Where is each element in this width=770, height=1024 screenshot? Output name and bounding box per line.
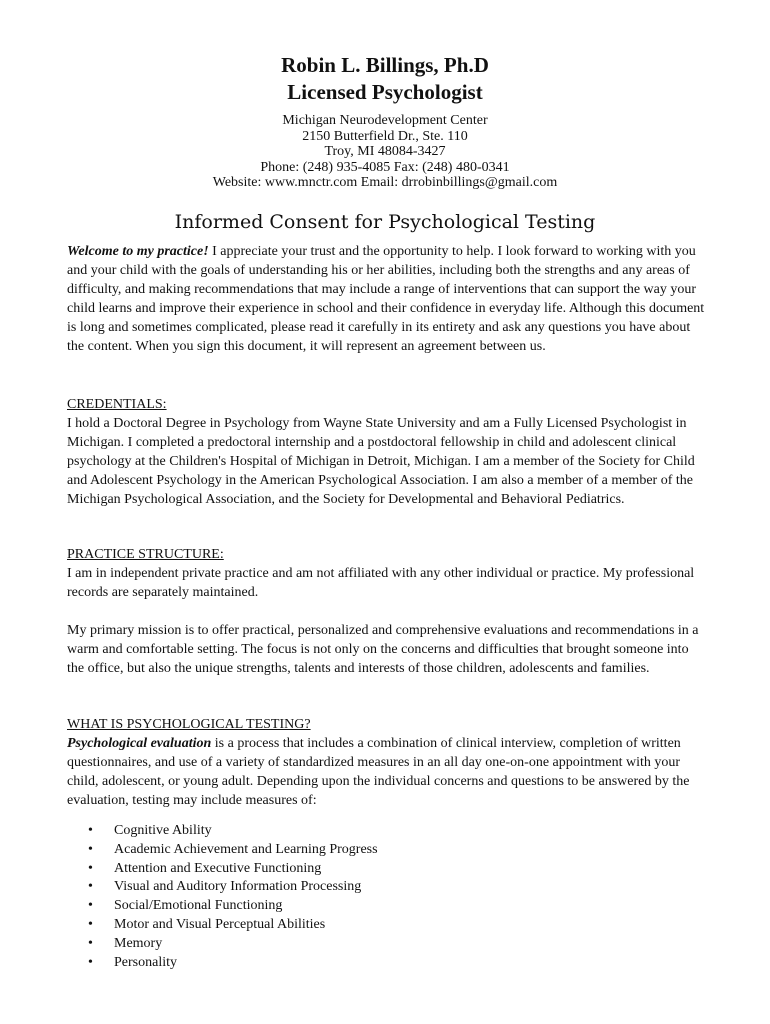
testing-paragraph xyxy=(67,734,707,810)
credentials-section xyxy=(67,395,707,509)
psychologist-name: Robin L. Billings, Ph.D xyxy=(281,53,489,77)
street-address: 2150 Butterfield Dr., Ste. 110 xyxy=(302,128,468,144)
psychologist-title: Licensed Psychologist xyxy=(287,80,483,104)
document-title: Informed Consent for Psychological Testing xyxy=(174,211,596,233)
bullet-icon: • xyxy=(88,898,93,914)
measures-list xyxy=(88,822,378,972)
bullet-icon: • xyxy=(88,916,93,932)
intro-lead: Welcome to my practice! xyxy=(67,244,209,259)
bullet-icon: • xyxy=(88,954,93,970)
list-item: • Motor and Visual Perceptual Abilities xyxy=(88,916,378,935)
list-item: • Attention and Executive Functioning xyxy=(88,860,378,879)
list-item: • Social/Emotional Functioning xyxy=(88,897,378,916)
website-email: Website: www.mnctr.com Email: drrobinbillings@gmail.com xyxy=(212,175,558,190)
testing-heading: WHAT IS PSYCHOLOGICAL TESTING? xyxy=(67,717,311,732)
bullet-icon: • xyxy=(88,860,93,876)
list-item: • Personality xyxy=(88,954,378,973)
phone-fax: Phone: (248) 935-4085 Fax: (248) 480-0341 xyxy=(260,159,510,175)
practice-section xyxy=(67,545,707,602)
credentials-heading: CREDENTIALS: xyxy=(67,397,167,412)
intro-paragraph xyxy=(67,242,707,356)
credentials-text: I hold a Doctoral Degree in Psychology from Wayne State University and am a Fully Licensed Psychologist in Michigan. I completed a predoctoral internship and a postdoctoral fellowship in child and adolescent clinical psychology at the Children's Hospital of Michigan in Detroit, Michigan. I am a member of the Society for Child and Adolescent Psychology in the American Psychological Association. I am also a member of a member of the Michigan Psychological Association, and the Society for Developmental and Behavioral Pediatrics. xyxy=(67,416,695,507)
testing-lead: Psychological evaluation xyxy=(67,736,212,751)
letterhead xyxy=(0,52,770,191)
center-name: Michigan Neurodevelopment Center xyxy=(282,113,488,128)
intro-text: I appreciate your trust and the opportunity to help. I look forward to working with you and your child with the goals of understanding his or her abilities, including both the strengths and any areas of difficulty, and making recommendations that may include a range of interventions that can support the way your child learns and improve their experience in school and their confidence in everyday life. Although this document is long and sometimes complicated, please read it carefully in its entirety and ask any questions you have about the content. When you sign this document, it will represent an agreement between us. xyxy=(67,244,705,354)
testing-section xyxy=(67,715,707,810)
bullet-icon: • xyxy=(88,879,93,895)
list-item: • Academic Achievement and Learning Progress xyxy=(88,841,378,860)
mission-paragraph: My primary mission is to offer practical, personalized and comprehensive evaluations and recommendations in a warm and comfortable setting. The focus is not only on the concerns and difficulties that brought someone into the office, but also the unique strengths, talents and interests of those children, adolescents and families. xyxy=(67,623,699,676)
list-item: • Cognitive Ability xyxy=(88,822,378,841)
bullet-icon: • xyxy=(88,935,93,951)
city-state-zip: Troy, MI 48084-3427 xyxy=(324,144,446,159)
practice-text: I am in independent private practice and am not affiliated with any other individual or practice. My professional records are separately maintained. xyxy=(67,566,695,600)
testing-text: is a process that includes a combination of clinical interview, completion of written questionnaires, and use of a variety of standardized measures in an all day one-on-one appointment with your child, adolescent, or young adult. Depending upon the individual concerns and questions to be answered by the evaluation, testing may include measures of: xyxy=(67,736,690,808)
list-item: • Visual and Auditory Information Processing xyxy=(88,878,378,897)
contact-block xyxy=(0,113,770,191)
bullet-icon: • xyxy=(88,823,93,838)
list-item: • Memory xyxy=(88,935,378,954)
practice-heading: PRACTICE STRUCTURE: xyxy=(67,547,224,562)
bullet-icon: • xyxy=(88,841,93,857)
